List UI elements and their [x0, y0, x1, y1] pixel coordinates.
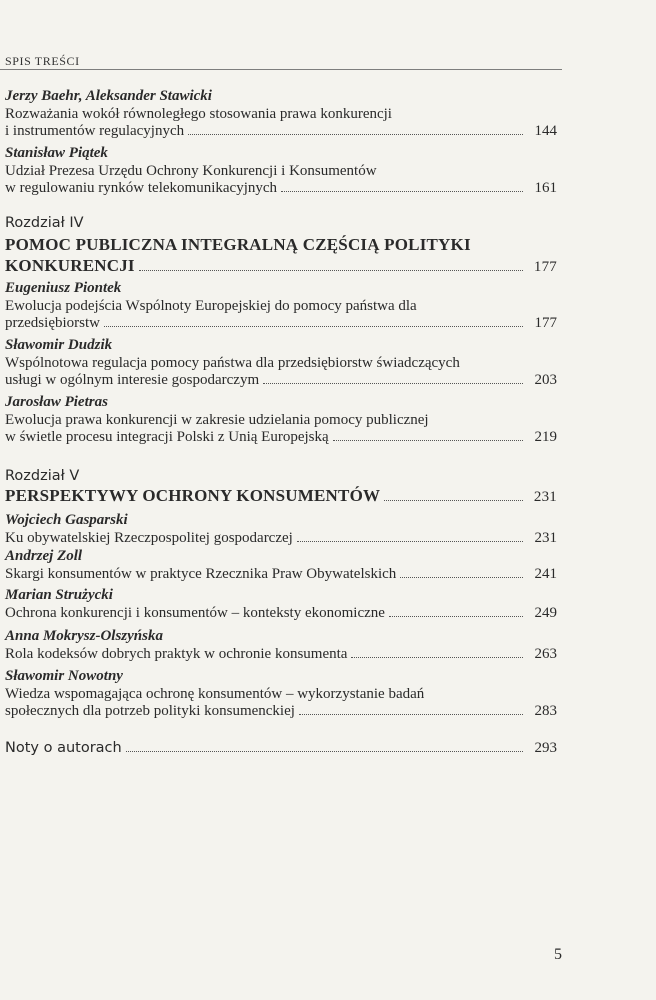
- dot-leader: [126, 751, 523, 752]
- entry-title-line: usługi w ogólnym interesie gospodarczym: [5, 372, 260, 388]
- dot-leader: [188, 134, 523, 135]
- dot-leader: [104, 326, 523, 327]
- entry-page-number: 263: [534, 645, 557, 662]
- dot-leader: [299, 714, 523, 715]
- chapter-title-line: POMOC PUBLICZNA INTEGRALNĄ CZĘŚCIĄ POLITYKI: [5, 235, 471, 254]
- entry-author: Sławomir Dudzik: [5, 337, 113, 353]
- running-header: SPIS TREŚCI: [5, 54, 80, 68]
- toc-entry[interactable]: [5, 88, 557, 141]
- toc-entry[interactable]: [5, 628, 557, 663]
- toc-entry[interactable]: [5, 337, 557, 390]
- entry-page-number: 231: [534, 529, 557, 546]
- toc-entry[interactable]: [5, 587, 557, 622]
- entry-title-line: Noty o autorach: [5, 740, 122, 756]
- entry-author: Jarosław Pietras: [5, 394, 108, 410]
- dot-leader: [389, 616, 523, 617]
- chapter-title-line: PERSPEKTYWY OCHRONY KONSUMENTÓW: [5, 486, 381, 505]
- entry-author: Jerzy Baehr, Aleksander Stawicki: [5, 88, 212, 104]
- chapter-label: Rozdział IV: [5, 215, 84, 231]
- entry-title-line: w regulowaniu rynków telekomunikacyjnych: [5, 180, 278, 196]
- entry-title-line: w świetle procesu integracji Polski z Unią Europejską: [5, 429, 329, 445]
- entry-author: Wojciech Gasparski: [5, 512, 128, 528]
- page-number: 5: [554, 946, 562, 963]
- entry-author: Andrzej Zoll: [5, 548, 83, 564]
- dot-leader: [297, 541, 523, 542]
- entry-author: Anna Mokrysz-Olszyńska: [5, 628, 163, 644]
- toc-entry[interactable]: [5, 668, 557, 721]
- entry-page-number: 293: [534, 740, 557, 756]
- toc-entry[interactable]: [5, 145, 557, 198]
- dot-leader: [139, 270, 523, 271]
- entry-author: Stanisław Piątek: [5, 145, 108, 161]
- dot-leader: [281, 191, 523, 192]
- entry-page-number: 161: [534, 180, 557, 196]
- entry-author: Sławomir Nowotny: [5, 668, 123, 684]
- toc-entry[interactable]: [5, 280, 557, 333]
- toc-entry[interactable]: [5, 394, 557, 447]
- dot-leader: [351, 657, 523, 658]
- entry-title-line: Rola kodeksów dobrych praktyk w ochronie konsumenta: [5, 645, 348, 662]
- entry-title-line: Ewolucja prawa konkurencji w zakresie udzielania pomocy publicznej: [5, 411, 429, 428]
- entry-author: Marian Strużycki: [5, 587, 113, 603]
- toc-entry-notes[interactable]: [5, 740, 557, 757]
- entry-page-number: 177: [534, 315, 557, 331]
- entry-title-line: Ochrona konkurencji i konsumentów – konteksty ekonomiczne: [5, 604, 385, 621]
- entry-title-line: społecznych dla potrzeb polityki konsumenckiej: [5, 703, 295, 719]
- entry-title-line: Rozważania wokół równoległego stosowania prawa konkurencji: [5, 105, 392, 122]
- chapter-page-number: 231: [533, 489, 557, 505]
- entry-page-number: 219: [534, 429, 557, 445]
- chapter-title[interactable]: [5, 234, 557, 278]
- entry-page-number: 249: [534, 604, 557, 621]
- dot-leader: [400, 577, 523, 578]
- chapter-title[interactable]: [5, 485, 557, 508]
- entry-title-line: Ewolucja podejścia Wspólnoty Europejskiej do pomocy państwa dla: [5, 297, 417, 314]
- entry-page-number: 241: [534, 565, 557, 582]
- header-rule: [0, 69, 562, 70]
- entry-page-number: 283: [534, 703, 557, 719]
- entry-page-number: 203: [534, 372, 557, 388]
- entry-title-line: przedsiębiorstw: [5, 315, 100, 331]
- dot-leader: [384, 500, 523, 501]
- entry-title-line: Wiedza wspomagająca ochronę konsumentów – wykorzystanie badań: [5, 685, 425, 702]
- dot-leader: [263, 383, 523, 384]
- chapter-page-number: 177: [533, 259, 557, 275]
- entry-title-line: Wspólnotowa regulacja pomocy państwa dla przedsiębiorstw świadczących: [5, 354, 460, 371]
- chapter-title-line: KONKURENCJI: [5, 256, 135, 275]
- entry-author: Eugeniusz Piontek: [5, 280, 122, 296]
- entry-title-line: Udział Prezesa Urzędu Ochrony Konkurencji i Konsumentów: [5, 162, 377, 179]
- entry-title-line: Ku obywatelskiej Rzeczpospolitej gospodarczej: [5, 529, 293, 546]
- entry-page-number: 144: [534, 123, 557, 139]
- entry-title-line: i instrumentów regulacyjnych: [5, 123, 185, 139]
- dot-leader: [333, 440, 523, 441]
- chapter-label: Rozdział V: [5, 468, 80, 484]
- toc-entry[interactable]: [5, 548, 557, 583]
- toc-entry[interactable]: [5, 512, 557, 547]
- entry-title-line: Skargi konsumentów w praktyce Rzecznika Praw Obywatelskich: [5, 565, 397, 582]
